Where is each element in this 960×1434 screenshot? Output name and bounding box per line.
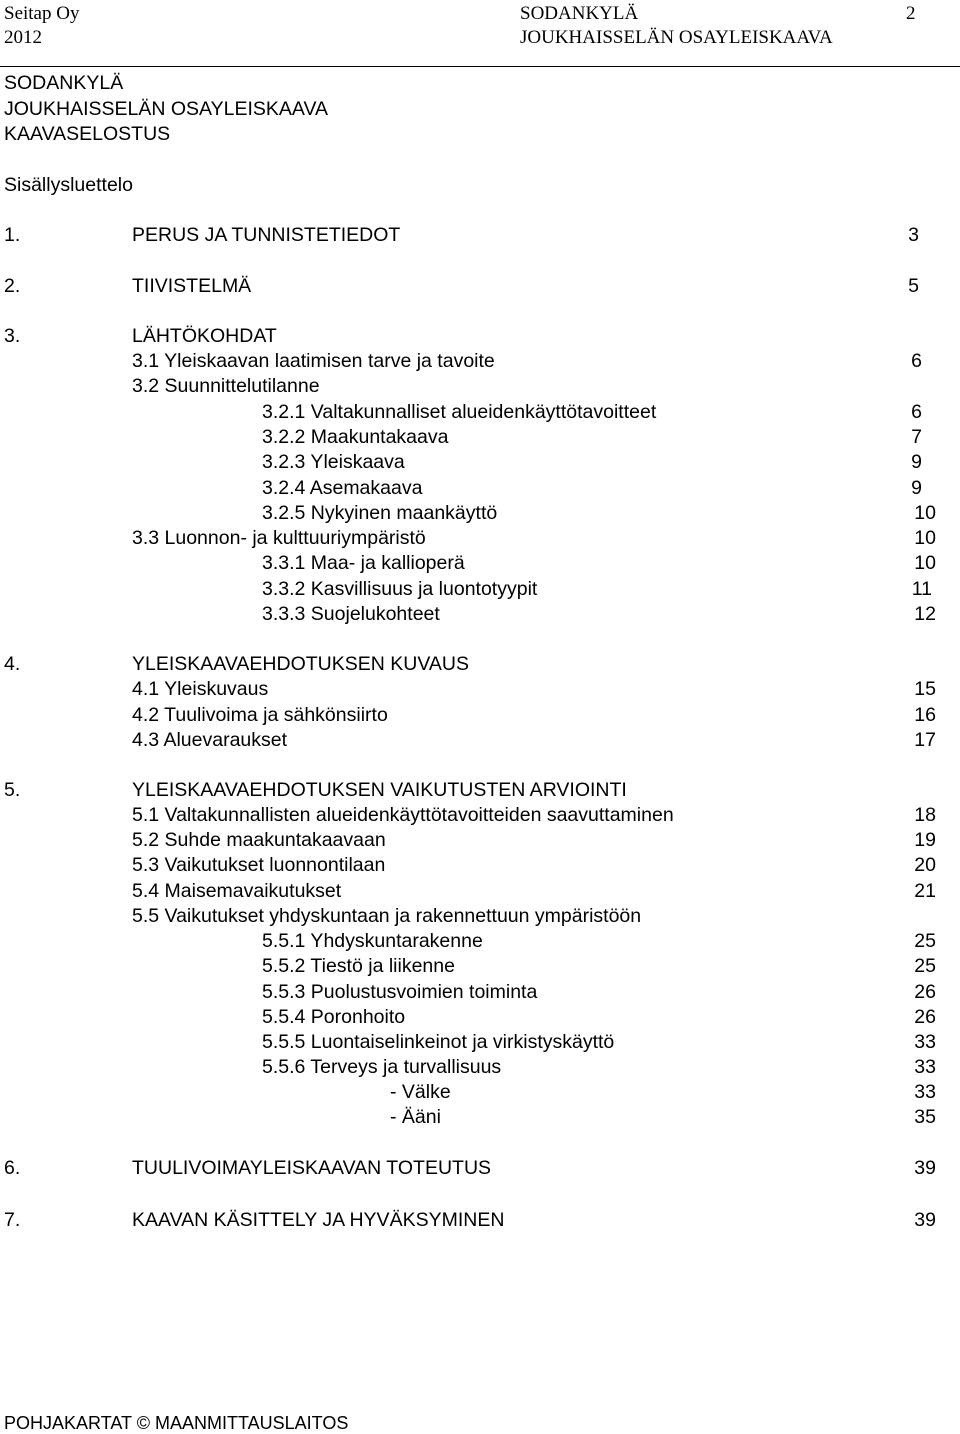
toc-page: 11	[911, 578, 932, 600]
toc-page: 16	[914, 704, 936, 726]
toc-page: 9	[911, 451, 922, 473]
toc-page: 12	[914, 603, 936, 625]
toc-page: 10	[914, 502, 936, 524]
toc-number: 4.	[4, 653, 21, 675]
toc-text: 5.5.3 Puolustusvoimien toiminta	[262, 981, 538, 1003]
toc-text: 4.2 Tuulivoima ja sähkönsiirto	[132, 704, 388, 726]
toc-page: 33	[914, 1031, 936, 1053]
toc-number: 1.	[4, 224, 21, 246]
toc-text: TUULIVOIMAYLEISKAAVAN TOTEUTUS	[132, 1157, 492, 1179]
toc-text: 4.3 Aluevaraukset	[132, 729, 288, 751]
title-line-1: SODANKYLÄ	[4, 72, 124, 94]
toc-text: 4.1 Yleiskuvaus	[132, 678, 269, 700]
toc-text: 5.3 Vaikutukset luonnontilaan	[132, 854, 386, 876]
toc-text: 5.4 Maisemavaikutukset	[132, 880, 342, 902]
toc-text: 5.5.5 Luontaiselinkeinot ja virkistyskäyttö	[262, 1031, 615, 1053]
toc-page: 18	[914, 804, 936, 826]
header-plan-name: JOUKHAISSELÄN OSAYLEISKAAVA	[520, 27, 833, 48]
toc-text: - Ääni	[390, 1106, 441, 1128]
toc-page: 15	[914, 678, 936, 700]
toc-text: 5.5.2 Tiestö ja liikenne	[262, 955, 455, 977]
toc-text: PERUS JA TUNNISTETIEDOT	[132, 224, 401, 246]
toc-page: 6	[911, 350, 922, 372]
header-rule	[0, 66, 960, 67]
toc-page: 6	[911, 401, 922, 423]
toc-number: 6.	[4, 1157, 21, 1179]
toc-text: 3.2.2 Maakuntakaava	[262, 426, 449, 448]
toc-text: KAAVAN KÄSITTELY JA HYVÄKSYMINEN	[132, 1209, 505, 1231]
toc-text: YLEISKAAVAEHDOTUKSEN KUVAUS	[132, 653, 470, 675]
toc-page: 39	[914, 1157, 936, 1179]
toc-text: 5.2 Suhde maakuntakaavaan	[132, 829, 386, 851]
toc-page: 26	[914, 1006, 936, 1028]
toc-page: 7	[911, 426, 922, 448]
toc-text: 5.5.1 Yhdyskuntarakenne	[262, 930, 483, 952]
toc-text: 3.3 Luonnon- ja kulttuuriympäristö	[132, 527, 426, 549]
toc-text: 5.5.4 Poronhoito	[262, 1006, 406, 1028]
toc-heading: Sisällysluettelo	[4, 174, 133, 196]
toc-page: 25	[914, 955, 936, 977]
toc-page: 35	[914, 1106, 936, 1128]
title-line-3: KAAVASELOSTUS	[4, 123, 171, 145]
toc-text: 3.3.3 Suojelukohteet	[262, 603, 440, 625]
toc-text: TIIVISTELMÄ	[132, 275, 252, 297]
toc-text: 3.3.1 Maa- ja kallioperä	[262, 552, 465, 574]
toc-page: 5	[908, 275, 919, 297]
toc-text: 3.2.4 Asemakaava	[262, 477, 423, 499]
toc-page: 17	[914, 729, 936, 751]
toc-text: 5.1 Valtakunnallisten alueidenkäyttötavoitteiden saavuttaminen	[132, 804, 674, 826]
header-company: Seitap Oy	[4, 3, 80, 24]
toc-text: 3.3.2 Kasvillisuus ja luontotyypit	[262, 578, 538, 600]
header-year: 2012	[4, 27, 42, 48]
toc-page: 33	[914, 1056, 936, 1078]
toc-text: YLEISKAAVAEHDOTUKSEN VAIKUTUSTEN ARVIOINTI	[132, 779, 627, 801]
toc-page: 21	[914, 880, 936, 902]
toc-text: LÄHTÖKOHDAT	[132, 325, 277, 347]
toc-page: 39	[914, 1209, 936, 1231]
toc-text: 5.5 Vaikutukset yhdyskuntaan ja rakennettuun ympäristöön	[132, 905, 642, 927]
toc-text: 5.5.6 Terveys ja turvallisuus	[262, 1056, 502, 1078]
toc-text: 3.2.5 Nykyinen maankäyttö	[262, 502, 498, 524]
toc-page: 10	[914, 552, 936, 574]
toc-page: 19	[914, 829, 936, 851]
toc-page: 26	[914, 981, 936, 1003]
toc-number: 2.	[4, 275, 21, 297]
toc-page: 9	[911, 477, 922, 499]
toc-page: 25	[914, 930, 936, 952]
toc-number: 7.	[4, 1209, 21, 1231]
footer-credit: POHJAKARTAT © MAANMITTAUSLAITOS	[4, 1413, 349, 1433]
toc-text: - Välke	[390, 1081, 451, 1103]
toc-page: 33	[914, 1081, 936, 1103]
toc-number: 5.	[4, 779, 21, 801]
toc-text: 3.1 Yleiskaavan laatimisen tarve ja tavoite	[132, 350, 495, 372]
toc-text: 3.2.1 Valtakunnalliset alueidenkäyttötavoitteet	[262, 401, 657, 423]
toc-text: 3.2 Suunnittelutilanne	[132, 375, 320, 397]
header-page-number: 2	[906, 3, 916, 24]
toc-page: 20	[914, 854, 936, 876]
toc-number: 3.	[4, 325, 21, 347]
header-place: SODANKYLÄ	[520, 3, 639, 24]
toc-text: 3.2.3 Yleiskaava	[262, 451, 405, 473]
toc-page: 3	[908, 224, 919, 246]
toc-page: 10	[914, 527, 936, 549]
title-line-2: JOUKHAISSELÄN OSAYLEISKAAVA	[4, 98, 329, 120]
